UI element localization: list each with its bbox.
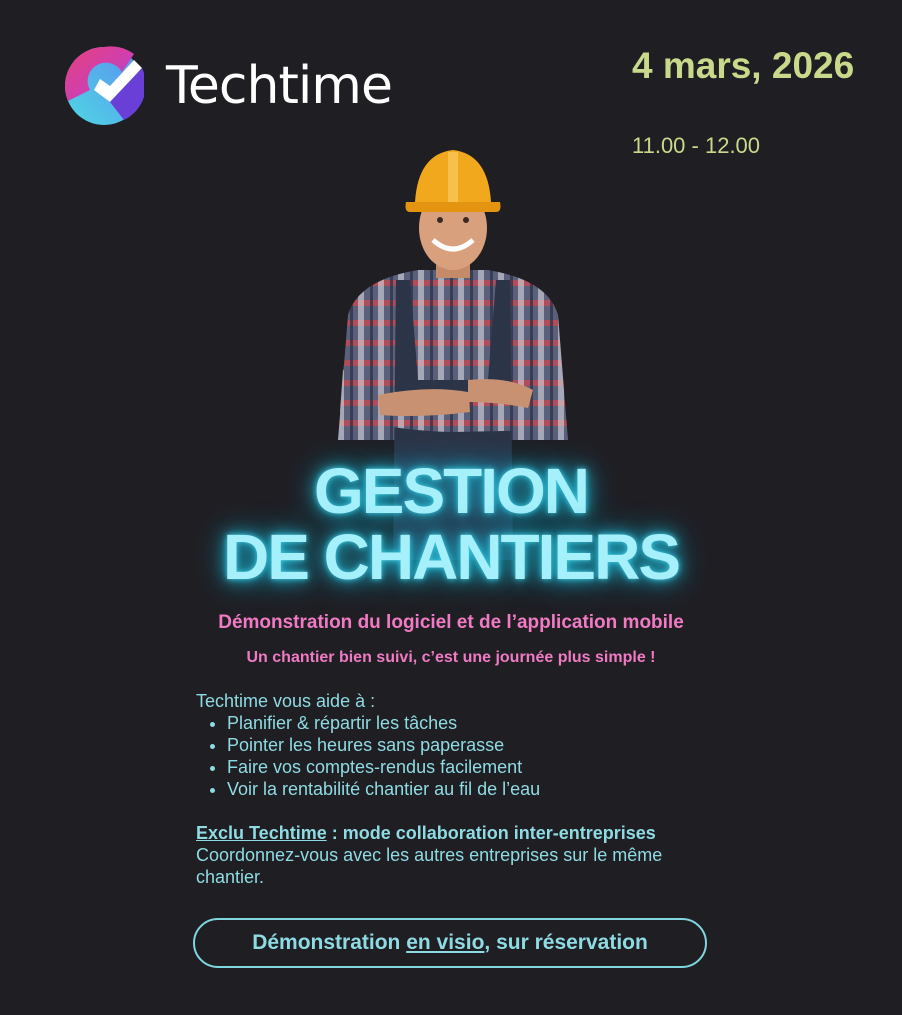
cta-prefix: Démonstration: [252, 931, 407, 954]
feature-item: • Planifier & répartir les tâches: [227, 712, 540, 734]
feature-item: • Faire vos comptes-rendus facilement: [227, 756, 540, 778]
cta-suffix: , sur réservation: [484, 931, 648, 954]
feature-item: • Pointer les heures sans paperasse: [227, 734, 540, 756]
feature-item: • Voir la rentabilité chantier au fil de l’eau: [227, 778, 540, 800]
exclu-link[interactable]: Exclu Techtime: [196, 823, 327, 843]
features-block: [196, 690, 540, 800]
cta-visio-link[interactable]: en visio: [406, 931, 485, 954]
event-date: 4 mars, 2026: [632, 45, 855, 86]
headline-line-1: GESTION: [313, 455, 589, 527]
headline: [0, 455, 902, 593]
headline-line-2: DE CHANTIERS: [222, 521, 680, 593]
brand-name: Techtime: [166, 56, 392, 116]
event-time: 11.00 - 12.00: [632, 133, 761, 158]
exclu-block: [196, 822, 716, 888]
features-intro: Techtime vous aide à :: [196, 691, 376, 711]
tagline: Un chantier bien suivi, c’est une journée plus simple !: [246, 649, 656, 666]
exclu-body: Coordonnez-vous avec les autres entreprises sur le même chantier.: [196, 845, 663, 887]
techtime-logo-icon: [64, 46, 144, 126]
features-list: [196, 712, 540, 800]
exclu-lead: : mode collaboration inter-entreprises: [326, 823, 656, 843]
subtitle: Démonstration du logiciel et de l’application mobile: [218, 612, 684, 633]
demo-reservation-button[interactable]: [193, 918, 707, 968]
